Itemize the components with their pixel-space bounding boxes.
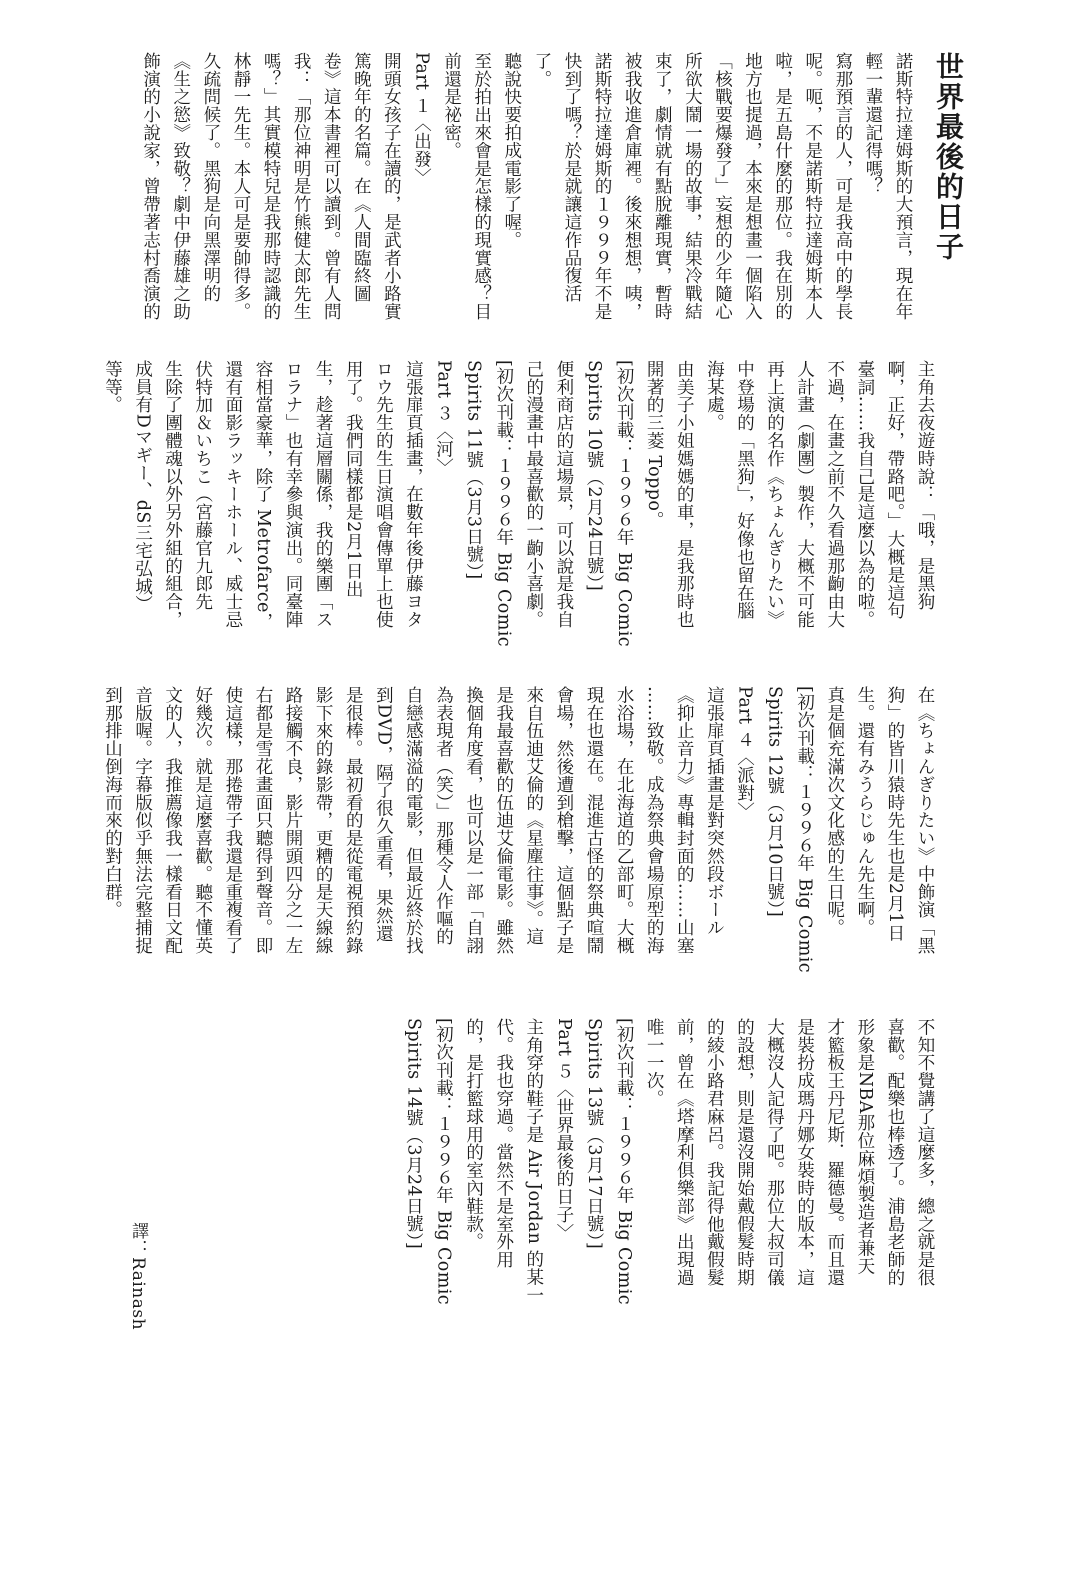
article-title: 世界最後的日子 bbox=[932, 52, 965, 262]
text-tier-4: 不知不覺講了這麼多，總之就是很 喜歡。配樂也棒透了。浦島老師的 形象是NBA那位麻煩製造者兼天 才籃板王丹尼斯．羅德曼。而且還 是裝扮成瑪丹娜女裝時的版本，這 大概沒人記得了吧。那位大叔司儀 的設想，則是還沒開始戴假髮時期 的綾小路君麻呂。我記得他戴假髮 前，曾在《塔摩利俱樂部》出現過 唯一一次。 [初次刊載：１９９６年 Big Comic Spirits 13號（3月17日號）] Part ５〈世界最後的日子〉 主角穿的鞋子是 Air Jordan 的某一 代。我也穿過。當然不是室外用 的，是打籃球用的室內鞋款。 [初次刊載：１９９６年 Big Comic Spirits 14號（3月24日號）] bbox=[403, 1018, 935, 1305]
text-tier-3: 在《ちょんぎりたい》中飾演「黑 狗」的皆川猿時先生也是2月1日 生。還有みうらじゅん先生啊。 真是個充滿次文化感的生日呢。 [初次刊載：１９９６年 Big Comic Spirits 12號（3月10日號）] Part ４〈派對〉 這張扉頁插畫是對突然段ボール 《抑止音力》專輯封面的……山塞 ……致敬。成為祭典會場原型的海 水浴場，在北海道的乙部町。大概 現在也還在。混進古怪的祭典喧鬧 會場，然後遭到槍擊，這個點子是 來自伍迪艾倫的《星塵往事》。這 是我最喜歡的伍迪艾倫電影。雖然 換個角度看，也可以是一部「自詡 為表現者（笑）」那種令人作嘔的 自戀感滿溢的電影，但最近終於找 到DVD，隔了很久重看，果然還 是很棒。最初看的是從電視預約錄 影下來的錄影帶，更糟的是天線線 路接觸不良，影片開頭四分之一左 右都是雪花畫面只聽得到聲音。即 使這樣，那捲帶子我還是重複看了 好幾次。就是這麼喜歡。聽不懂英 文的人，我推薦像我一樣看日文配 音版喔。字幕版似乎無法完整捕捉 到那排山倒海而來的對白群。 bbox=[102, 686, 935, 973]
text-tier-2: 主角去夜遊時說：「哦，是黑狗 啊，正好，帶路吧。」大概是這句 臺詞……我自己是這麼以為的啦。 不過，在畫之前不久看過那齣由大 人計畫（劇團）製作，大概不可能 再上演的名作《ちょんぎりたい》 中登場的「黑狗」，好像也留在腦 海某處。 由美子小姐媽媽的車，是我那時也 開著的三菱 Toppo。 [初次刊載：１９９６年 Big Comic Spirits 10號（2月24日號）] 便利商店的這場景，可以說是我自 己的漫畫中最喜歡的一齣小喜劇。 [初次刊載：１９９６年 Big Comic Spirits 11號（3月3日號）] Part ３〈河〉 這張扉頁插畫，在數年後伊藤ヨタ ロウ先生的生日演唱會傳單上也使 用了。我們同樣都是2月1日出 生，趁著這層關係，我的樂團「ス ロラナ」也有幸參與演出。同臺陣 容相當豪華，除了 Metrofarce， 還有面影ラッキーホール、威士忌 伏特加＆いちこ（宮藤官九郎先 生除了團體魂以外另外組的組合， 成員有Dマギー、dS三宅弘城） 等等。 bbox=[102, 360, 935, 647]
translator-credit: 譯：Rainash bbox=[128, 1222, 148, 1331]
text-tier-1: 諾斯特拉達姆斯的大預言，現在年 輕一輩還記得嗎？ 寫那預言的人，可是我高中的學長 呢。呃，不是諾斯特拉達姆斯本人 啦，是五島什麼的那位。我在別的 地方也提過，本來是想畫一個陷入 「核戰要爆發了」妄想的少年隨心 所欲大鬧一場的故事，結果冷戰結 束了，劇情就有點脫離現實，暫時 被我收進倉庫裡。後來想想，咦， 諾斯特拉達姆斯的１９９９年不是 快到了嗎？於是就讓這作品復活 了。 聽說快要拍成電影了喔。 至於拍出來會是怎樣的現實感？目 前還是祕密。 Part １〈出發〉 開頭女孩子在讀的，是武者小路實 篤晚年的名篇。在《人間臨終圖 卷》這本書裡可以讀到。曾有人問 我：「那位神明是竹熊健太郎先生 嗎？」其實模特兒是我那時認識的 林靜一先生。本人可是要帥得多。 久疏問候了。黑狗是向黑澤明的 《生之慾》致敬？劇中伊藤雄之助 飾演的小說家，曾帶著志村喬演的 bbox=[140, 52, 913, 321]
